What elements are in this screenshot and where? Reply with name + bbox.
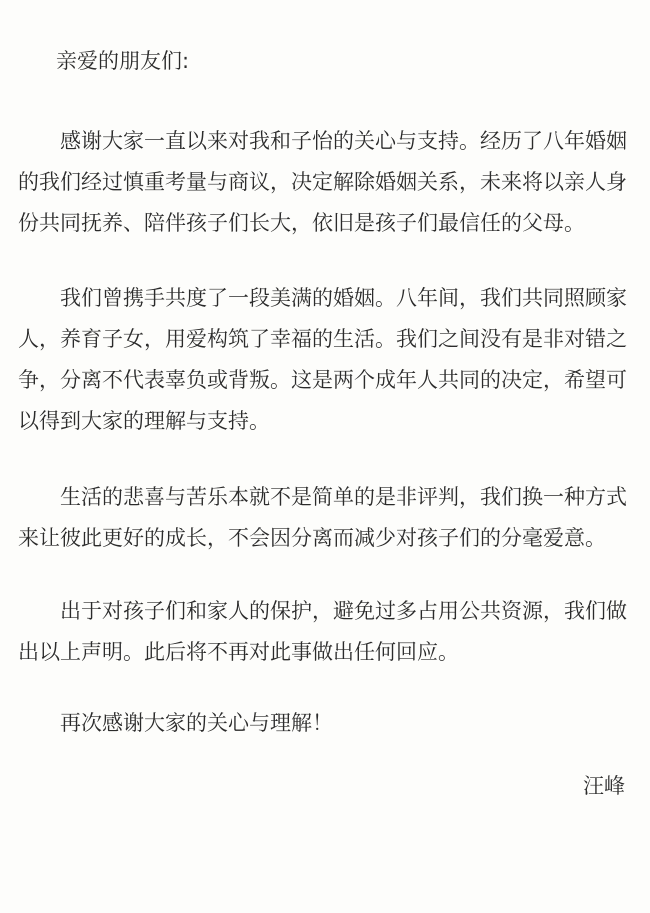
paragraph-line: 感谢大家一直以来对我和子怡的关心与支持。经历了八年婚姻: [18, 129, 627, 153]
paragraph: [18, 477, 627, 559]
paragraph-line: 以得到大家的理解与支持。: [18, 409, 270, 433]
paragraph-line: 生活的悲喜与苦乐本就不是简单的是非评判，我们换一种方式: [18, 485, 627, 509]
signature: 汪峰: [583, 774, 625, 798]
paragraph-line: 人，养育子女，用爱构筑了幸福的生活。我们之间没有是非对错之: [18, 327, 627, 351]
paragraph-line: 来让彼此更好的成长，不会因分离而减少对孩子们的分毫爱意。: [18, 526, 606, 550]
paragraph-line: 我们曾携手共度了一段美满的婚姻。八年间，我们共同照顾家: [18, 286, 627, 310]
paragraph: [18, 121, 627, 244]
paragraph: [18, 591, 627, 673]
paragraph-line: 再次感谢大家的关心与理解！: [18, 711, 333, 735]
paragraph-line: 的我们经过慎重考量与商议，决定解除婚姻关系，未来将以亲人身: [18, 170, 627, 194]
paragraph-line: 出于对孩子们和家人的保护，避免过多占用公共资源，我们做: [18, 599, 627, 623]
paragraph: [18, 278, 627, 442]
paragraph-line: 出以上声明。此后将不再对此事做出任何回应。: [18, 640, 459, 664]
paragraph: [18, 703, 612, 744]
paragraph-line: 争，分离不代表辜负或背叛。这是两个成年人共同的决定，希望可: [18, 368, 627, 392]
salutation: 亲爱的朋友们:: [56, 49, 190, 73]
paragraph-line: 份共同抚养、陪伴孩子们长大，依旧是孩子们最信任的父母。: [18, 211, 585, 235]
